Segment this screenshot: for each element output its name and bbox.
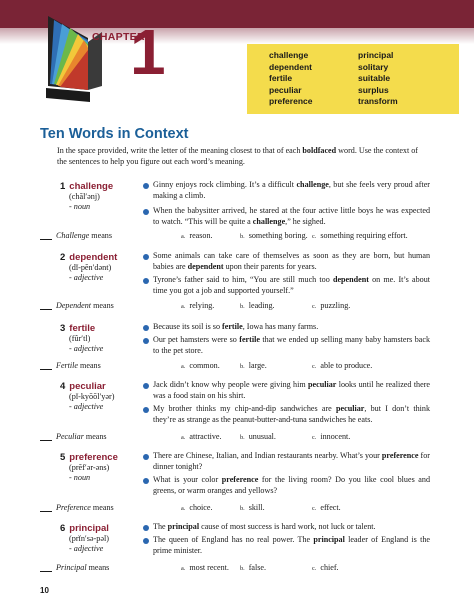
word-list-item: suitable: [358, 73, 391, 84]
choice-letter: c.: [312, 233, 317, 240]
chapter-label: CHAPTER: [92, 31, 145, 43]
instructions: In the space provided, write the letter of the meaning closest to that of each boldfaced word. Use the context of the sentences to help you figure out each word’s meaning.: [57, 146, 418, 166]
entry-word: [60, 181, 113, 192]
answer-choice: [312, 231, 408, 240]
means-word: Fertile: [56, 361, 79, 370]
entry-word: [60, 252, 117, 263]
choice-text: skill.: [248, 503, 265, 512]
sentence-text: , but she feels very proud after making a climb.: [153, 180, 430, 200]
bullet-icon: [143, 407, 149, 413]
sentence-text: The queen of England has no real power. The: [153, 535, 314, 544]
choice-text: puzzling.: [320, 301, 351, 310]
choice-letter: a.: [181, 363, 186, 370]
means-suffix: means: [86, 563, 110, 572]
answer-blank[interactable]: [40, 361, 52, 370]
entry-number: 5: [60, 452, 66, 463]
part-of-speech: - adjective: [69, 344, 104, 353]
context-sentence: [153, 451, 430, 472]
part-of-speech: - adjective: [69, 402, 104, 411]
means-suffix: means: [89, 231, 112, 240]
sentence-text: Some animals can take care of themselves as soon as they are born, but human babies are: [153, 251, 430, 271]
choice-letter: c.: [312, 434, 317, 441]
choice-letter: c.: [312, 363, 317, 370]
means-label: [56, 563, 109, 572]
answer-choice: [312, 503, 341, 512]
means-word: Peculiar: [56, 432, 84, 441]
choice-text: innocent.: [320, 432, 351, 441]
choice-text: most recent.: [189, 563, 229, 572]
context-sentence: [153, 275, 430, 296]
sentence-text: for the living room? Do you like cool blues and greens, or warm oranges and yellows?: [153, 475, 430, 495]
entry-word: [60, 381, 106, 392]
pronunciation: (pĭ-kyōōl′yǝr): [69, 392, 115, 401]
answer-choice: [181, 432, 222, 441]
sentence-keyword: preference: [381, 451, 419, 460]
means-label: [56, 231, 112, 240]
word-list-item: peculiar: [269, 84, 302, 95]
sentence-keyword: peculiar: [308, 380, 337, 389]
choice-text: common.: [189, 361, 220, 370]
choice-letter: a.: [181, 565, 186, 572]
sentence-text: ,” he sighed.: [285, 216, 326, 226]
choice-text: something boring.: [248, 231, 308, 240]
answer-choice: [181, 563, 229, 572]
choice-text: relying.: [189, 301, 215, 310]
sentence-text: What is your color: [153, 475, 222, 484]
choice-text: large.: [248, 361, 267, 370]
bullet-icon: [143, 478, 149, 484]
word-list-item: transform: [358, 96, 398, 107]
part-of-speech: - adjective: [69, 544, 104, 553]
sentence-text: When the babysitter arrived, he stared at the four active little boys he was expected to watch. “This will be quite a: [153, 206, 430, 226]
answer-blank[interactable]: [40, 503, 52, 512]
means-word: Preference: [56, 503, 91, 512]
sentence-keyword: dependent: [187, 261, 224, 271]
means-word: Dependent: [56, 301, 92, 310]
context-sentence: [153, 180, 430, 201]
means-word: Challenge: [56, 231, 90, 240]
sentence-keyword: fertile: [222, 322, 243, 331]
bullet-icon: [143, 525, 149, 531]
pronunciation: (chăl′ǝnj): [69, 192, 100, 201]
answer-choice: [240, 301, 275, 310]
sentence-keyword: fertile: [239, 335, 260, 344]
means-suffix: means: [90, 503, 114, 512]
sentence-text: , but I don’t think they’re as strange as the peanut-butter-and-tuna sandwiches he eats.: [153, 404, 430, 424]
sentence-keyword: preference: [221, 475, 259, 484]
sentence-text: Tyrone’s father said to him, “You are still much too: [153, 275, 333, 284]
bullet-icon: [143, 254, 149, 260]
part-of-speech: - adjective: [69, 273, 104, 282]
sentence-text: Our pet hamsters were so: [153, 335, 240, 344]
means-suffix: means: [83, 432, 107, 441]
entry-word-text: fertile: [69, 323, 96, 334]
answer-blank[interactable]: [40, 432, 52, 441]
sentence-text: The: [153, 522, 168, 531]
choice-text: attractive.: [189, 432, 222, 441]
bullet-icon: [143, 383, 149, 389]
choice-letter: b.: [240, 233, 245, 240]
context-sentence: [153, 335, 430, 356]
pronunciation: (dĭ-pĕn′dǝnt): [69, 263, 112, 272]
context-sentence: [153, 322, 430, 333]
sentence-keyword: dependent: [332, 275, 369, 284]
entry-number: 3: [60, 323, 66, 334]
means-suffix: means: [91, 301, 114, 310]
means-word: Principal: [56, 563, 87, 572]
answer-choice: [181, 301, 214, 310]
means-label: [56, 301, 114, 310]
sentence-keyword: challenge: [296, 180, 329, 189]
choice-letter: b.: [240, 505, 245, 512]
entry-word-text: dependent: [69, 252, 118, 263]
word-list-item: preference: [269, 96, 313, 107]
answer-choice: [181, 503, 213, 512]
entry-number: 6: [60, 523, 66, 534]
means-label: [56, 432, 107, 441]
entry-word: [60, 323, 95, 334]
context-sentence: [153, 522, 430, 533]
chapter-number: 1: [130, 16, 166, 88]
word-list-item: surplus: [358, 84, 389, 95]
choice-letter: c.: [312, 303, 317, 310]
choice-letter: b.: [240, 303, 245, 310]
answer-choice: [240, 361, 267, 370]
sentence-text: My brother thinks my chip-and-dip sandwiches are: [153, 404, 337, 413]
bullet-icon: [143, 454, 149, 460]
context-sentence: [153, 251, 430, 272]
sentence-text: upon their parents for years.: [223, 261, 317, 271]
bullet-icon: [143, 538, 149, 544]
sentence-keyword: peculiar: [336, 404, 365, 413]
bullet-icon: [143, 209, 149, 215]
sentence-text: for dinner tonight?: [153, 451, 430, 471]
entry-word-text: preference: [69, 452, 118, 463]
choice-text: leading.: [248, 301, 275, 310]
answer-choice: [312, 563, 339, 572]
bullet-icon: [143, 278, 149, 284]
sentence-text: leader of England is the prime minister.: [153, 535, 430, 555]
part-of-speech: - noun: [69, 202, 91, 211]
pronunciation: (fûr′tl): [69, 334, 91, 343]
choice-text: able to produce.: [320, 361, 373, 370]
word-list-item: fertile: [269, 73, 293, 84]
answer-choice: [312, 301, 350, 310]
means-label: [56, 361, 101, 370]
entry-word-text: challenge: [69, 181, 114, 192]
entry-word: [60, 452, 118, 463]
word-list-item: challenge: [269, 50, 309, 60]
choice-letter: c.: [312, 505, 317, 512]
choice-text: something requiring effort.: [320, 231, 408, 240]
answer-blank[interactable]: [40, 563, 52, 572]
word-list-item: principal: [358, 50, 394, 60]
choice-letter: b.: [240, 363, 245, 370]
means-suffix: means: [78, 361, 101, 370]
context-sentence: [153, 206, 430, 227]
sentence-text: that we ended up selling many baby hamsters back to the pet store.: [153, 335, 430, 355]
page-number: 10: [40, 586, 49, 595]
sentence-keyword: challenge: [252, 216, 286, 226]
pronunciation: (prĕf′ǝr-ǝns): [69, 463, 110, 472]
bullet-icon: [143, 183, 149, 189]
answer-choice: [312, 432, 350, 441]
choice-letter: a.: [181, 303, 186, 310]
sentence-text: on me. It’s about time you got a job and supported yourself.”: [153, 275, 430, 295]
choice-text: false.: [248, 563, 267, 572]
choice-letter: b.: [240, 434, 245, 441]
bullet-icon: [143, 338, 149, 344]
answer-choice: [181, 231, 213, 240]
context-sentence: [153, 535, 430, 556]
entry-word: [60, 523, 109, 534]
answer-choice: [240, 432, 276, 441]
entry-number: 1: [60, 181, 66, 192]
sentence-text: cause of most success is hard work, not luck or talent.: [199, 522, 376, 531]
answer-choice: [181, 361, 220, 370]
choice-letter: a.: [181, 233, 186, 240]
bullet-icon: [143, 325, 149, 331]
sentence-text: , Iowa has many farms.: [242, 322, 319, 331]
entry-number: 4: [60, 381, 66, 392]
sentence-text: looks until he realized there was a food stain on his shirt.: [153, 380, 430, 400]
choice-text: choice.: [189, 503, 213, 512]
word-list-left: [269, 50, 312, 108]
part-of-speech: - noun: [69, 473, 91, 482]
pronunciation: (prĭn′sǝ-pǝl): [69, 534, 109, 543]
sentence-text: Ginny enjoys rock climbing. It’s a difficult: [153, 180, 297, 189]
context-sentence: [153, 475, 430, 496]
answer-choice: [312, 361, 372, 370]
sentence-text: Because its soil is so: [153, 322, 223, 331]
choice-text: reason.: [189, 231, 213, 240]
choice-letter: a.: [181, 434, 186, 441]
sentence-text: There are Chinese, Italian, and Indian restaurants nearby. What’s your: [153, 451, 382, 460]
answer-choice: [240, 563, 266, 572]
choice-text: unusual.: [248, 432, 276, 441]
answer-blank[interactable]: [40, 301, 52, 310]
means-label: [56, 503, 114, 512]
sentence-text: Jack didn’t know why people were giving him: [153, 380, 309, 389]
word-list-right: [358, 50, 398, 108]
section-title: Ten Words in Context: [40, 126, 189, 142]
context-sentence: [153, 380, 430, 401]
entry-number: 2: [60, 252, 66, 263]
entry-word-text: principal: [69, 523, 109, 534]
context-sentence: [153, 404, 430, 425]
choice-text: chief.: [320, 563, 339, 572]
answer-choice: [240, 503, 265, 512]
choice-letter: a.: [181, 505, 186, 512]
word-list-item: dependent: [269, 61, 312, 72]
choice-text: effect.: [320, 503, 341, 512]
choice-letter: b.: [240, 565, 245, 572]
sentence-keyword: principal: [313, 535, 345, 544]
answer-blank[interactable]: [40, 231, 52, 240]
sentence-keyword: principal: [167, 522, 200, 531]
answer-choice: [240, 231, 308, 240]
word-list-item: solitary: [358, 61, 389, 72]
choice-letter: c.: [312, 565, 317, 572]
entry-word-text: peculiar: [69, 381, 106, 392]
word-list-box: [247, 44, 459, 114]
